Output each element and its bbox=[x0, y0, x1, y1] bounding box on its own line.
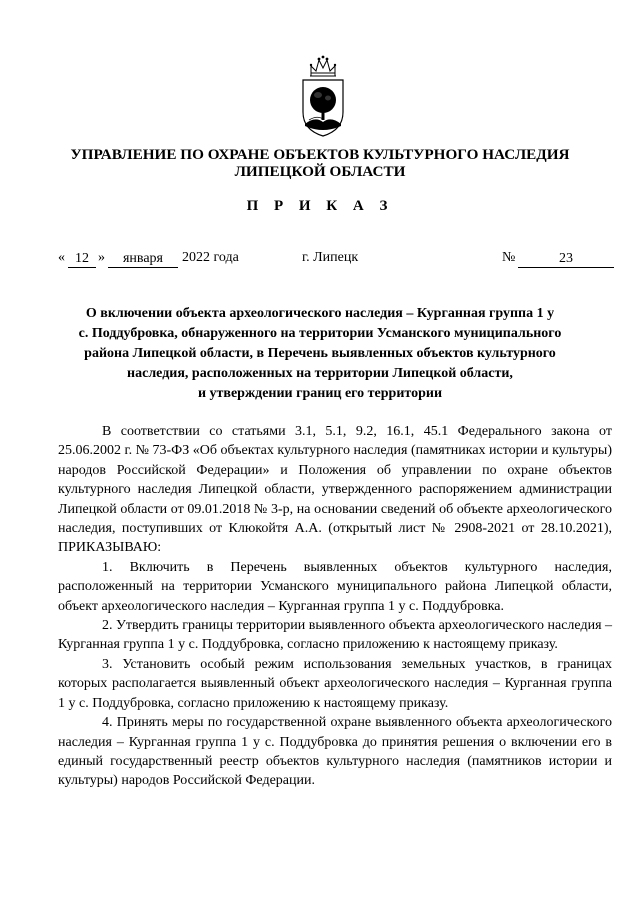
title-line-2: с. Поддубровка, обнаруженного на территории Усманского муниципального bbox=[78, 326, 562, 341]
dateline bbox=[58, 250, 618, 272]
document-title bbox=[40, 304, 600, 404]
order-item-4: 4. Принять меры по государственной охране выявленного объекта археологического наследия – Курганная группа 1 у с. Поддубровка до принятия решения о включении его в единый государственный реестр объектов культурного наследия (памятников истории и культуры) народов Российской Федерации. bbox=[58, 715, 612, 789]
date-year: 2022 года bbox=[182, 250, 239, 265]
order-item-1: 1. Включить в Перечень выявленных объектов культурного наследия, расположенный на территории Усманского муниципального района Липецкой области, объект археологического наследия – Курганная группа 1 у с. Поддубровка. bbox=[58, 559, 612, 614]
title-line-5: и утверждении границ его территории bbox=[197, 386, 443, 401]
city: г. Липецк bbox=[302, 250, 359, 265]
organization-line-2: ЛИПЕЦКОЙ ОБЛАСТИ bbox=[234, 163, 406, 180]
number-label: № bbox=[502, 250, 516, 265]
document-number: 23 bbox=[518, 250, 614, 268]
organization-line-1: УПРАВЛЕНИЕ ПО ОХРАНЕ ОБЪЕКТОВ КУЛЬТУРНОГО НАСЛЕДИЯ bbox=[70, 146, 570, 163]
open-quote: « bbox=[58, 250, 65, 265]
document-type: П Р И К А З bbox=[246, 198, 394, 214]
title-line-1: О включении объекта археологического наследия – Курганная группа 1 у bbox=[85, 306, 555, 321]
order-item-3: 3. Установить особый режим использования земельных участков, в границах которых располагается выявленный объект археологического наследия – Курганная группа 1 у с. Поддубровка, согласно приложению к настоящему приказу. bbox=[58, 656, 612, 711]
lipetsk-coat-of-arms-icon bbox=[297, 54, 349, 138]
order-item-2: 2. Утвердить границы территории выявленного объекта археологического наследия – Курганная группа 1 у с. Поддубровка, согласно приложению к настоящему приказу. bbox=[58, 618, 613, 653]
title-line-3: района Липецкой области, в Перечень выявленных объектов культурного bbox=[84, 346, 556, 361]
close-quote: » bbox=[98, 250, 105, 265]
date-day: 12 bbox=[68, 250, 96, 268]
title-line-4: наследия, расположенных на территории Липецкой области, bbox=[127, 366, 513, 381]
document-body bbox=[58, 422, 612, 791]
preamble-paragraph: В соответствии со статьями 3.1, 5.1, 9.2, 16.1, 45.1 Федерального закона от 25.06.2002 г. № 73-ФЗ «Об объектах культурного наследия (памятниках истории и культуры) народов Российской Федерации» и Положения об управлении по охране объектов культурного наследия Липецкой области, утвержденного распоряжением администрации Липецкой области от 09.01.2018 № 3-р, на основании сведений об объекте археологического наследия, поступивших от Клюкойтя А.А. (открытый лист № 2908-2021 от 28.10.2021), ПРИКАЗЫВАЮ: bbox=[58, 424, 612, 556]
date-month: января bbox=[108, 250, 178, 268]
organization-name bbox=[40, 146, 600, 180]
